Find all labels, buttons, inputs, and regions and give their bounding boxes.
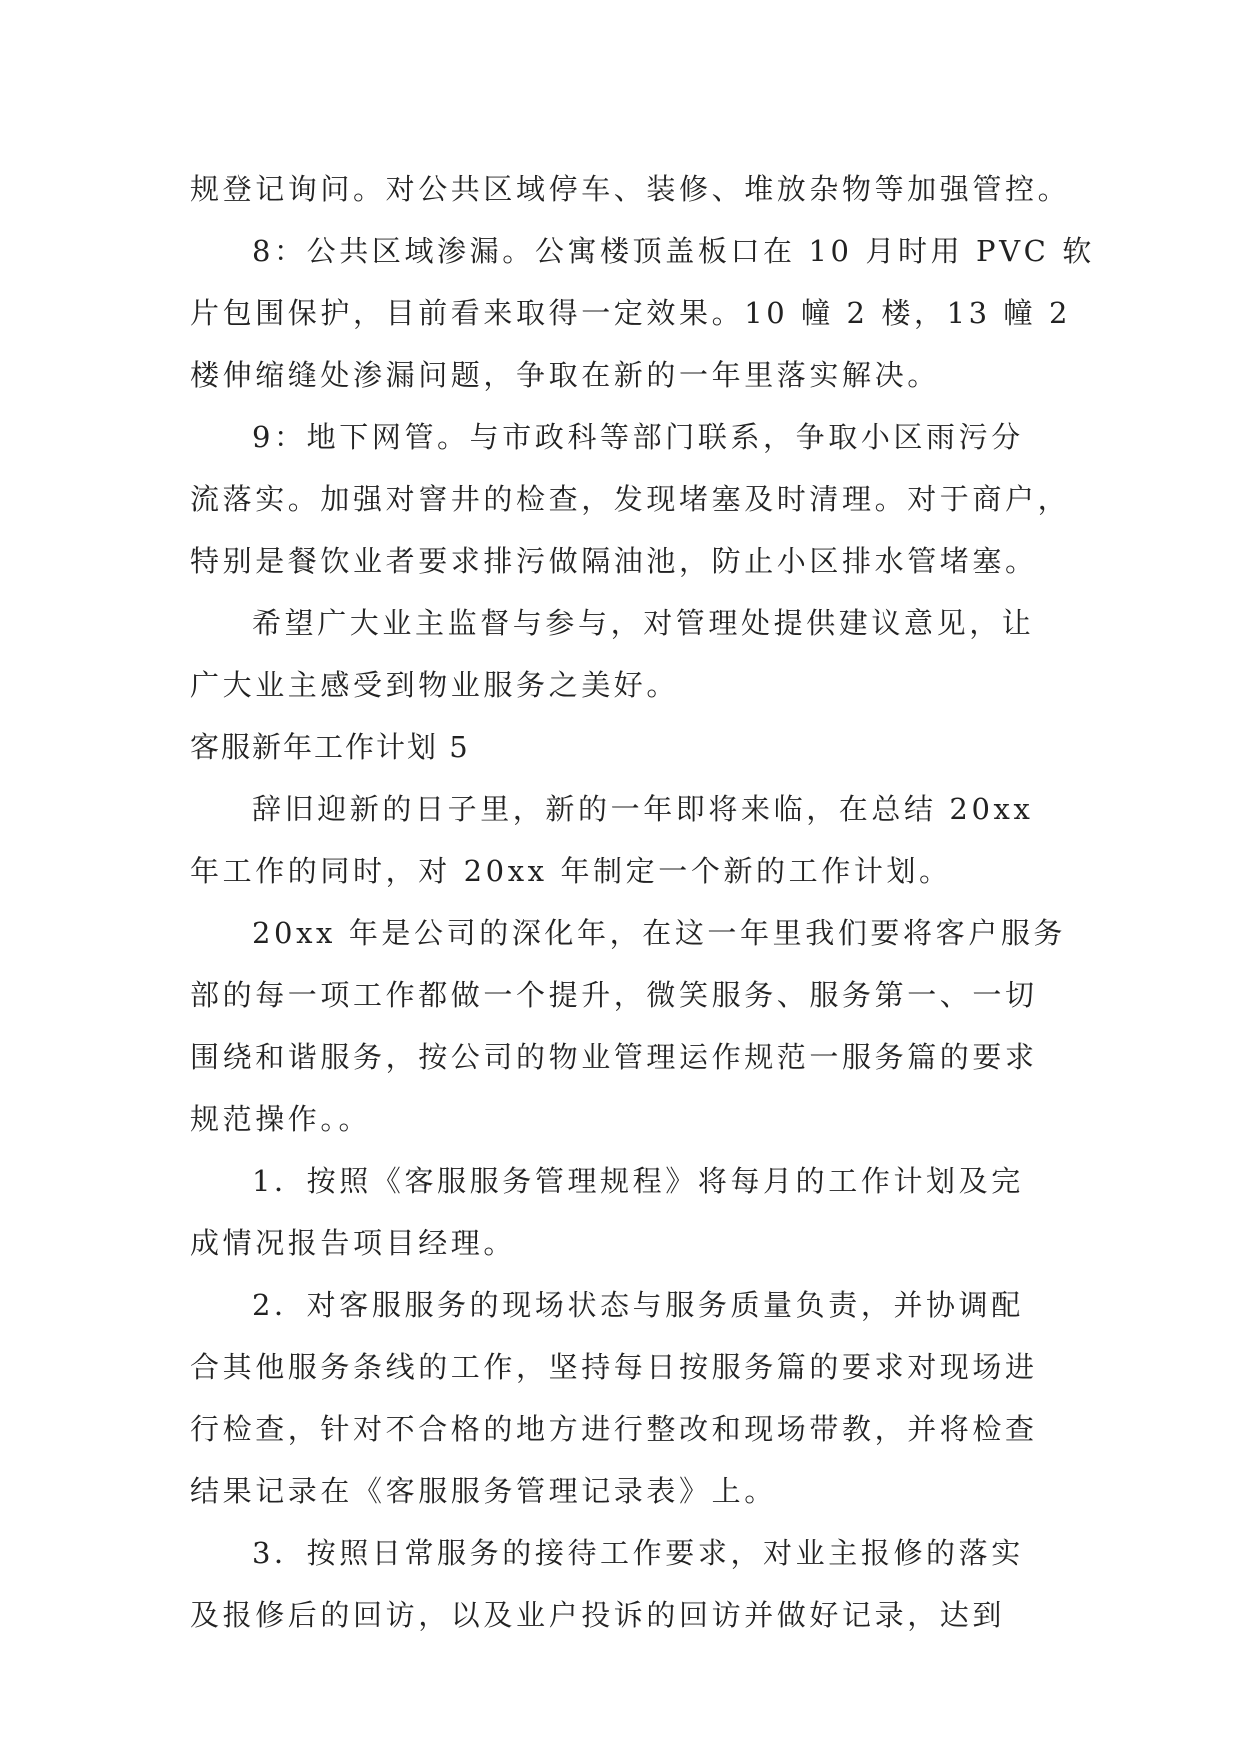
paragraph-line: 希望广大业主监督与参与，对管理处提供建议意见，让 [252, 606, 1035, 640]
paragraph-line: 8：公共区域渗漏。公寓楼顶盖板口在 10 月时用 PVC 软 [252, 234, 1095, 268]
text-line: 围绕和谐服务，按公司的物业管理运作规范一服务篇的要求 [190, 1040, 1038, 1074]
text-line: 楼伸缩缝处渗漏问题，争取在新的一年里落实解决。 [190, 358, 940, 392]
document-body [190, 158, 1095, 1646]
paragraph-line: 3．按照日常服务的接待工作要求，对业主报修的落实 [252, 1536, 1024, 1570]
paragraph-line: 1．按照《客服服务管理规程》将每月的工作计划及完 [252, 1164, 1024, 1198]
text-line: 片包围保护，目前看来取得一定效果。10 幢 2 楼，13 幢 2 [190, 296, 1071, 330]
text-line: 流落实。加强对窨井的检查，发现堵塞及时清理。对于商户， [190, 482, 1071, 516]
paragraph-line: 20xx 年是公司的深化年，在这一年里我们要将客户服务 [252, 916, 1067, 950]
paragraph-line: 9：地下网管。与市政科等部门联系，争取小区雨污分 [252, 420, 1024, 454]
paragraph-line: 2．对客服服务的现场状态与服务质量负责，并协调配 [252, 1288, 1024, 1322]
text-line: 部的每一项工作都做一个提升，微笑服务、服务第一、一切 [190, 978, 1038, 1012]
text-line: 年工作的同时，对 20xx 年制定一个新的工作计划。 [190, 854, 952, 888]
text-line: 行检查，针对不合格的地方进行整改和现场带教，并将检查 [190, 1412, 1038, 1446]
text-line: 规登记询问。对公共区域停车、装修、堆放杂物等加强管控。 [190, 172, 1071, 206]
paragraph-line: 辞旧迎新的日子里，新的一年即将来临，在总结 20xx [252, 792, 1034, 826]
text-line: 结果记录在《客服服务管理记录表》上。 [190, 1474, 777, 1508]
text-line: 广大业主感受到物业服务之美好。 [190, 668, 680, 702]
text-line: 合其他服务条线的工作，坚持每日按服务篇的要求对现场进 [190, 1350, 1038, 1384]
section-heading: 客服新年工作计划 5 [190, 730, 470, 764]
text-line: 成情况报告项目经理。 [190, 1226, 517, 1260]
text-line: 特别是餐饮业者要求排污做隔油池，防止小区排水管堵塞。 [190, 544, 1038, 578]
text-line: 及报修后的回访，以及业户投诉的回访并做好记录，达到 [190, 1598, 1006, 1632]
text-line: 规范操作。。 [190, 1102, 372, 1136]
